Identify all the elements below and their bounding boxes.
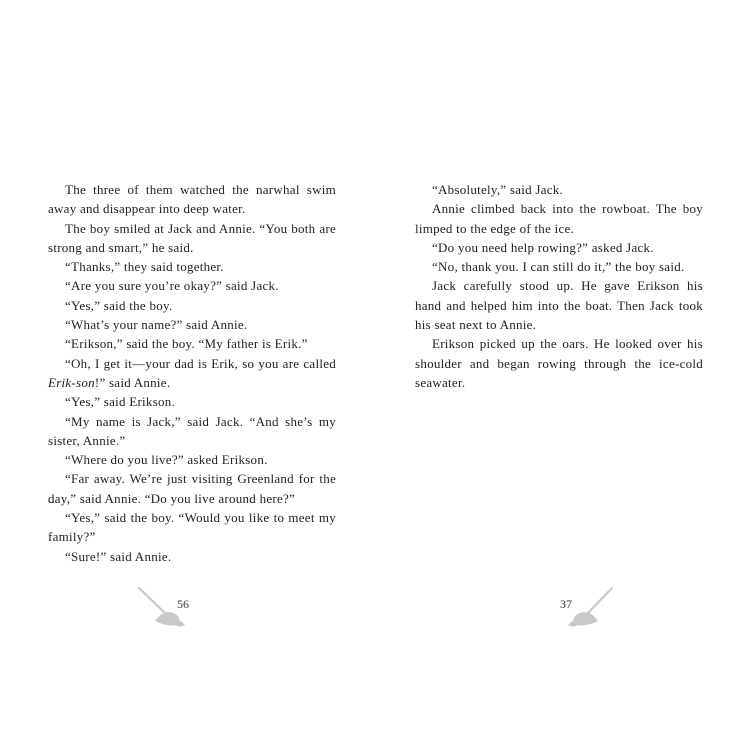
paragraph: “Yes,” said Erikson.: [65, 394, 176, 410]
right-folio: [540, 585, 620, 630]
page-number: 56: [177, 597, 189, 611]
paragraph: Erikson picked up the oars. He looked over his shoulder and began rowing through the ice-cold seawater.: [415, 336, 703, 390]
paragraph: “Are you sure you’re okay?” said Jack.: [65, 278, 279, 294]
right-page: [415, 180, 703, 392]
paragraph: “Yes,” said the boy.: [65, 297, 173, 313]
paragraph-text: “Oh, I get it—your dad is Erik, so you are called: [65, 355, 336, 371]
paragraph: The three of them watched the narwhal swim away and disappear into deep water.: [48, 182, 336, 217]
paragraph: “Thanks,” they said together.: [65, 259, 224, 275]
left-page: [48, 180, 336, 566]
paragraph-erik-son: [48, 354, 336, 393]
paragraph: “Far away. We’re just visiting Greenland for the day,” said Annie. “Do you live around here?”: [48, 471, 336, 506]
paragraph: “Yes,” said the boy. “Would you like to meet my family?”: [48, 510, 336, 545]
paragraph: “No, thank you. I can still do it,” the boy said.: [432, 259, 685, 275]
paragraph: The boy smiled at Jack and Annie. “You both are strong and smart,” he said.: [48, 220, 336, 255]
page-number: 37: [560, 597, 572, 611]
paragraph: Annie climbed back into the rowboat. The boy limped to the edge of the ice.: [415, 201, 703, 236]
paragraph: “Where do you live?” asked Erikson.: [65, 452, 268, 468]
paragraph: Jack carefully stood up. He gave Erikson his hand and helped him into the boat. Then Jack took his seat next to Annie.: [415, 278, 703, 333]
paragraph-text: !” said Annie.: [94, 374, 171, 390]
paragraph: “Absolutely,” said Jack.: [432, 182, 564, 197]
narwhal-tusk-icon: [540, 585, 620, 630]
paragraph: “What’s your name?” said Annie.: [65, 317, 248, 333]
paragraph: “Sure!” said Annie.: [65, 548, 172, 564]
paragraph: “Do you need help rowing?” asked Jack.: [432, 239, 654, 255]
left-folio: [135, 585, 215, 630]
paragraph: “My name is Jack,” said Jack. “And she’s my sister, Annie.”: [48, 413, 336, 448]
paragraph: “Erikson,” said the boy. “My father is Erik.”: [65, 336, 308, 352]
italic-name: Erik-son: [48, 374, 95, 390]
